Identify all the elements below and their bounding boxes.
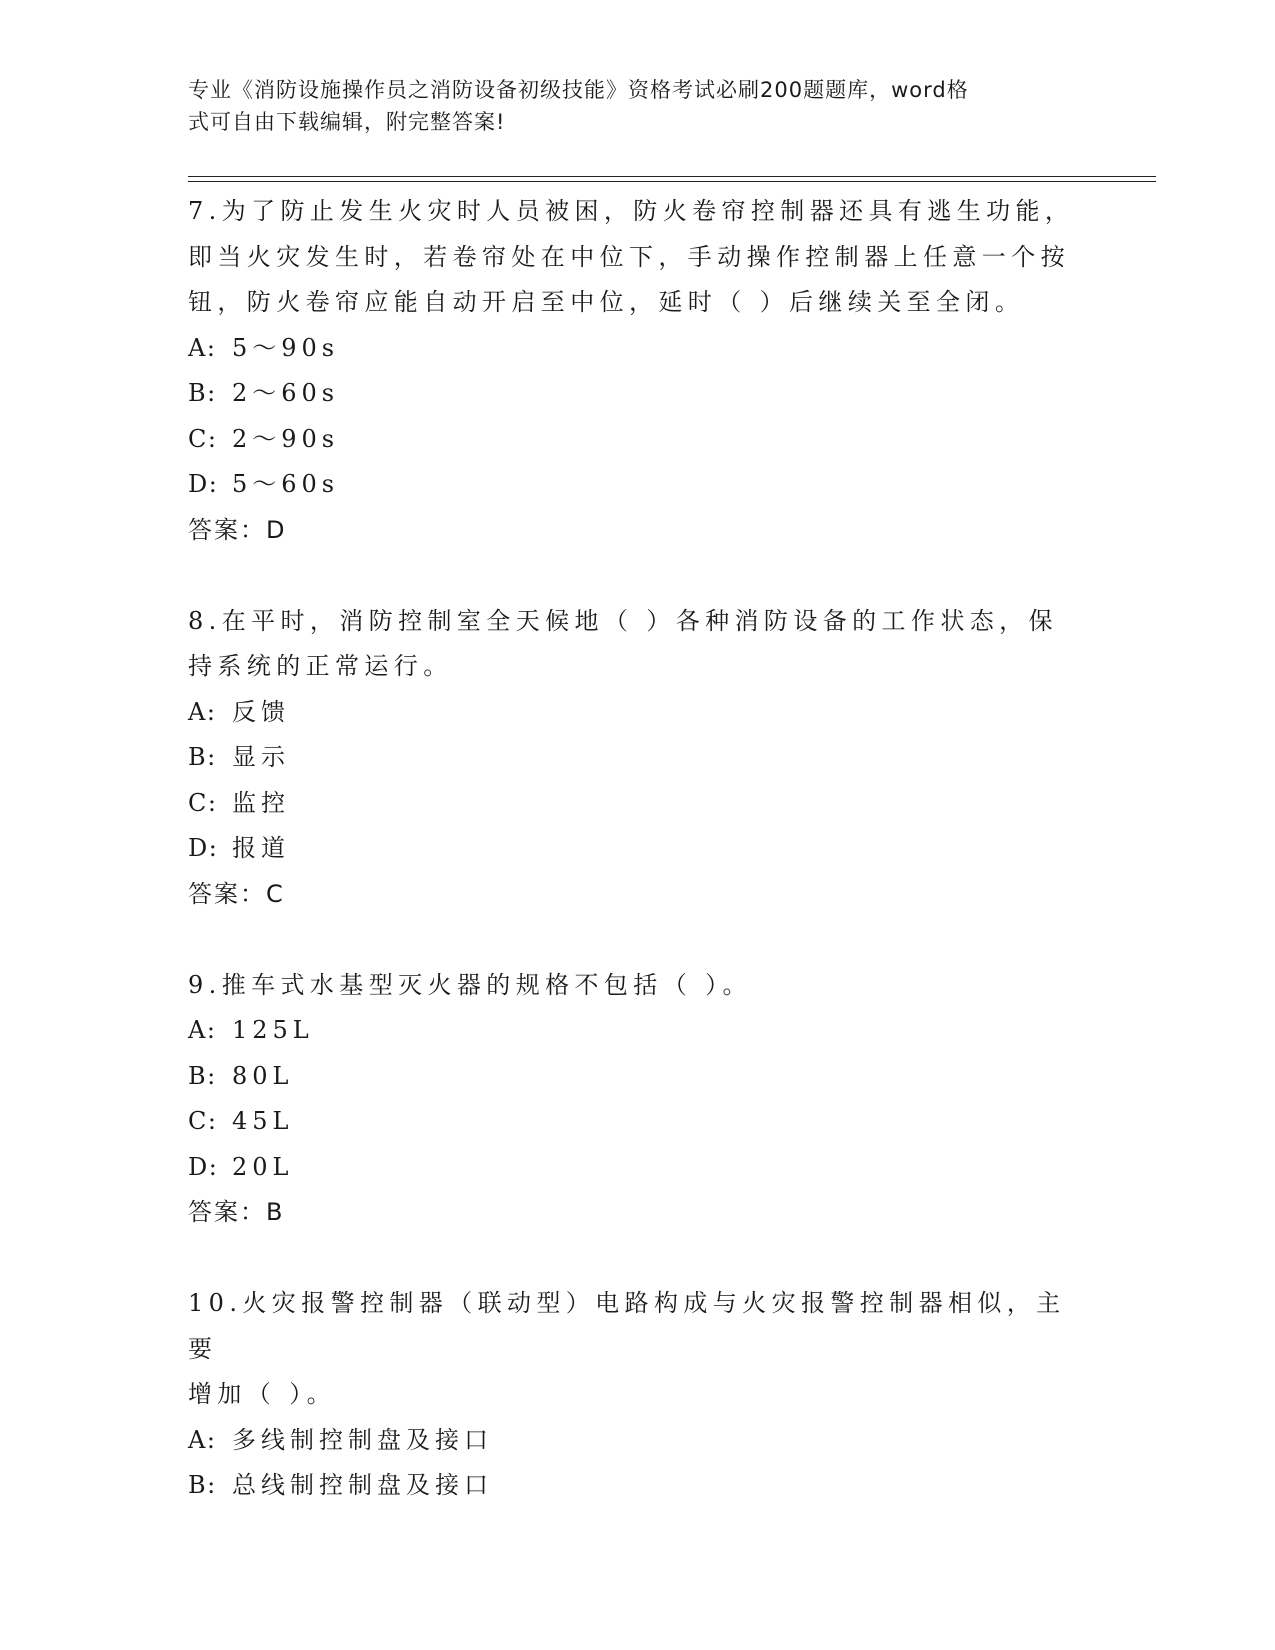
answer-line: 答案：B	[188, 1198, 285, 1226]
option-letter: A:	[188, 1016, 217, 1044]
option-a	[188, 326, 1088, 372]
question-spacer	[188, 553, 1088, 599]
option-text: 2～60s	[232, 379, 340, 407]
option-text: 20L	[232, 1152, 294, 1181]
option-text: 125L	[232, 1016, 314, 1044]
option-d	[188, 1145, 1088, 1191]
option-text: 45L	[232, 1107, 294, 1135]
option-letter: B:	[188, 379, 217, 407]
option-text: 2～90s	[232, 424, 340, 453]
option-b	[188, 1463, 1088, 1509]
option-text: 显示	[232, 743, 290, 771]
option-letter: C:	[188, 424, 218, 453]
option-b	[188, 1054, 1088, 1100]
option-letter: C:	[188, 1107, 218, 1135]
option-c	[188, 781, 1088, 827]
question-spacer	[188, 1236, 1088, 1282]
option-a	[188, 1008, 1088, 1054]
option-text: 反馈	[232, 697, 290, 726]
question-text-line: 即当火灾发生时，若卷帘处在中位下，手动操作控制器上任意一个按	[188, 242, 1070, 271]
question-text-line: 持系统的正常运行。	[188, 652, 453, 680]
option-text: 5～60s	[232, 470, 340, 498]
question-text-line: 9.推车式水基型灭火器的规格不包括（ ）。	[188, 970, 752, 999]
option-letter: A:	[188, 1425, 217, 1454]
option-letter: D:	[188, 1152, 219, 1181]
question-10	[188, 1281, 1088, 1509]
option-letter: B:	[188, 1471, 217, 1499]
question-text-line: 10.火灾报警控制器（联动型）电路构成与火灾报警控制器相似，主要	[188, 1289, 1066, 1363]
header-divider-bottom	[188, 181, 1156, 182]
header-line-1: 专业《消防设施操作员之消防设备初级技能》资格考试必刷200题题库，word格	[188, 78, 969, 102]
option-letter: C:	[188, 788, 218, 817]
option-a	[188, 690, 1088, 736]
option-text: 监控	[232, 788, 290, 817]
option-letter: D:	[188, 834, 219, 862]
option-d	[188, 462, 1088, 508]
question-list	[188, 189, 1088, 1509]
option-c	[188, 417, 1088, 463]
question-8	[188, 599, 1088, 918]
option-letter: B:	[188, 1061, 217, 1090]
option-d	[188, 826, 1088, 872]
question-text-line: 8.在平时，消防控制室全天候地（ ）各种消防设备的工作状态，保	[188, 606, 1058, 635]
option-letter: A:	[188, 697, 217, 726]
option-b	[188, 371, 1088, 417]
question-7	[188, 189, 1088, 553]
option-text: 80L	[232, 1061, 294, 1090]
question-9	[188, 963, 1088, 1236]
question-text-line: 7.为了防止发生火灾时人员被困，防火卷帘控制器还具有逃生功能，	[188, 197, 1075, 225]
answer-line: 答案：D	[188, 515, 287, 544]
option-text: 报道	[232, 834, 290, 862]
option-text: 5～90s	[232, 333, 340, 362]
option-c	[188, 1099, 1088, 1145]
question-text-line: 增加（ ）。	[188, 1380, 337, 1408]
option-b	[188, 735, 1088, 781]
option-text: 多线制控制盘及接口	[232, 1425, 493, 1454]
option-letter: A:	[188, 333, 217, 362]
option-a	[188, 1418, 1088, 1464]
option-letter: B:	[188, 743, 217, 771]
question-spacer	[188, 917, 1088, 963]
document-header	[188, 74, 1068, 138]
option-text: 总线制控制盘及接口	[232, 1471, 493, 1499]
option-letter: D:	[188, 470, 219, 498]
answer-line: 答案：C	[188, 879, 285, 908]
header-line-2: 式可自由下载编辑，附完整答案!	[188, 110, 506, 134]
header-divider-top	[188, 176, 1156, 177]
question-text-line: 钮，防火卷帘应能自动开启至中位，延时（ ）后继续关至全闭。	[188, 288, 1025, 316]
